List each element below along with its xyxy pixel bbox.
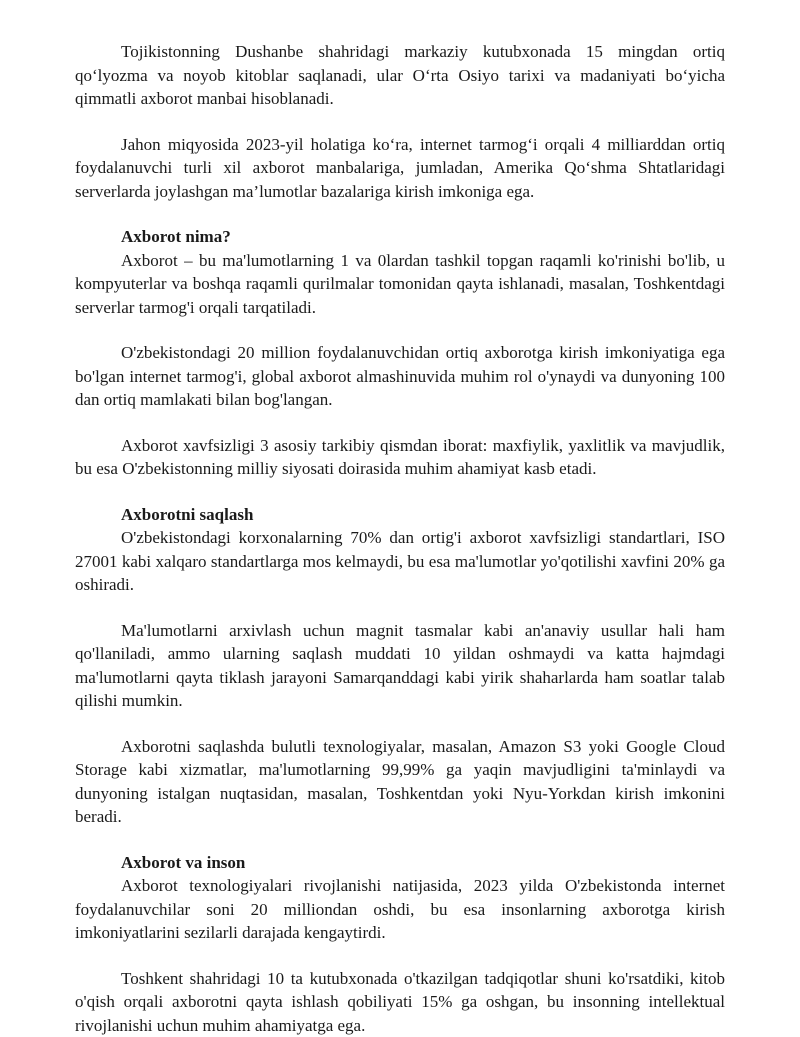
paragraph-library-research: Toshkent shahridagi 10 ta kutubxonada o'tkazilgan tadqiqotlar shuni ko'rsatdiki, kitob o'qish orqali axborotni qayta ishlash qobiliyati 15% ga oshgan, bu insonning intellektual rivojlanishi uchun muhim ahamiyatga ega.	[75, 967, 725, 1037]
paragraph-dushanbe-library: Tojikistonning Dushanbe shahridagi markaziy kutubxonada 15 mingdan ortiq qo‘lyozma va noyob kitoblar saqlanadi, ular O‘rta Osiyo tarixi va madaniyati bo‘yicha qimmatli axborot manbai hisoblanadi.	[75, 40, 725, 111]
heading-axborotni-saqlash: Axborotni saqlash	[75, 503, 725, 527]
paragraph-axborot-definition: Axborot – bu ma'lumotlarning 1 va 0lardan tashkil topgan raqamli ko'rinishi bo'lib, u kompyuterlar va boshqa raqamli qurilmalar tomonidan qayta ishlanadi, masalan, Toshkentdagi serverlar tarmog'i orqali tarqatiladi.	[75, 249, 725, 320]
heading-axborot-va-inson: Axborot va inson	[75, 851, 725, 875]
paragraph-iso-standards: O'zbekistondagi korxonalarning 70% dan ortig'i axborot xavfsizligi standartlari, ISO 27001 kabi xalqaro standartlarga mos kelmaydi, bu esa ma'lumotlar yo'qotilishi xavfini 20% ga oshiradi.	[75, 526, 725, 597]
paragraph-internet-users-2023: Axborot texnologiyalari rivojlanishi natijasida, 2023 yilda O'zbekistonda internet foydalanuvchilar soni 20 milliondan oshdi, bu esa insonlarning axborotga kirish imkoniyatlarini sezilarli darajada kengaytirdi.	[75, 874, 725, 945]
paragraph-info-security: Axborot xavfsizligi 3 asosiy tarkibiy qismdan iborat: maxfiylik, yaxlitlik va mavjudlik, bu esa O'zbekistonning milliy siyosati doirasida muhim ahamiyat kasb etadi.	[75, 434, 725, 481]
heading-axborot-nima: Axborot nima?	[75, 225, 725, 249]
paragraph-global-internet: Jahon miqyosida 2023-yil holatiga ko‘ra, internet tarmog‘i orqali 4 milliarddan ortiq foydalanuvchi turli xil axborot manbalariga, jumladan, Amerika Qo‘shma Shtatlaridagi serverlarda joylashgan ma’lumotlar bazalariga kirish imkoniga ega.	[75, 133, 725, 204]
paragraph-cloud-storage: Axborotni saqlashda bulutli texnologiyalar, masalan, Amazon S3 yoki Google Cloud Storage kabi xizmatlar, ma'lumotlarning 99,99% ga yaqin mavjudligini ta'minlaydi va dunyoning istalgan nuqtasidan, masalan, Toshkentdan yoki Nyu-Yorkdan kirish imkonini beradi.	[75, 735, 725, 829]
paragraph-archiving: Ma'lumotlarni arxivlash uchun magnit tasmalar kabi an'anaviy usullar hali ham qo'llaniladi, ammo ularning saqlash muddati 10 yildan oshmaydi va katta hajmdagi ma'lumotlarni qayta tiklash jarayoni Samarqanddagi kabi yirik shaharlarda ham soatlar talab qilishi mumkin.	[75, 619, 725, 713]
paragraph-uzbek-internet: O'zbekistondagi 20 million foydalanuvchidan ortiq axborotga kirish imkoniyatiga ega bo'lgan internet tarmog'i, global axborot almashinuvida muhim rol o'ynaydi va dunyoning 100 dan ortiq mamlakati bilan bog'langan.	[75, 341, 725, 412]
